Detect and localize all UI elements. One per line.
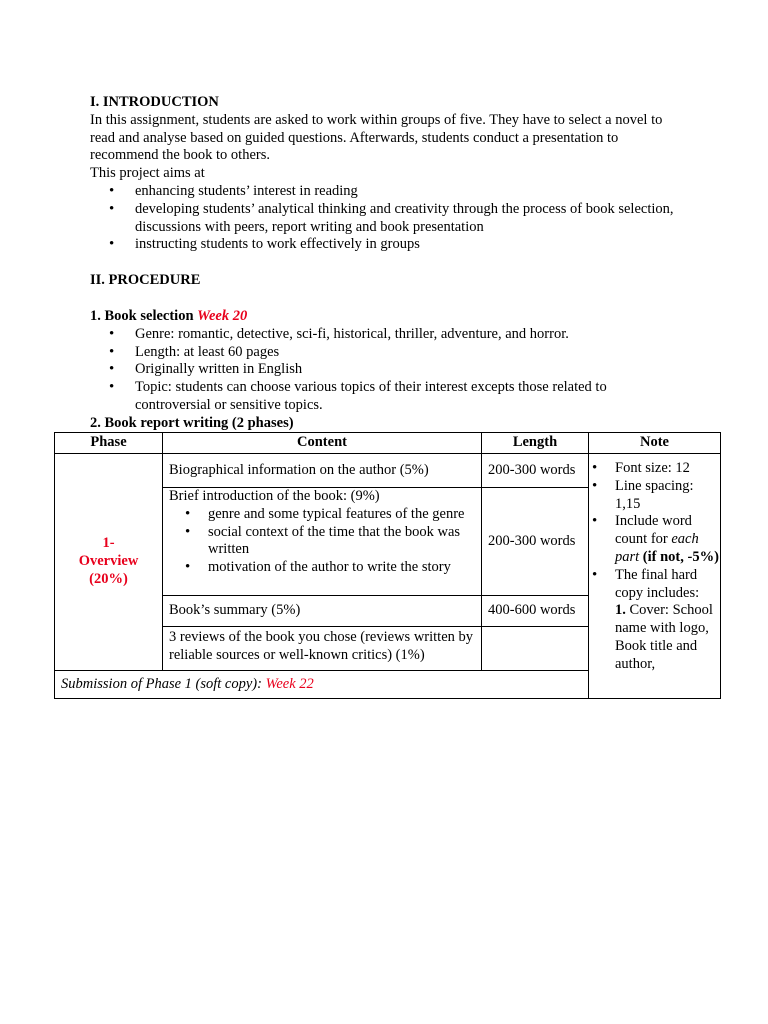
procedure-section	[90, 272, 680, 290]
note-word-count: • Include word count for each part (if not, -5%)	[589, 513, 720, 566]
note-list	[589, 460, 720, 602]
header-content: Content	[163, 433, 482, 454]
content-cell: Biographical information on the author (5%)	[163, 454, 482, 488]
table-row	[55, 454, 721, 488]
list-item: • enhancing students’ interest in reading	[90, 183, 680, 201]
header-length: Length	[482, 433, 589, 454]
book-report-table	[54, 432, 721, 699]
submission-cell: Submission of Phase 1 (soft copy): Week 22	[55, 671, 589, 699]
book-selection-section	[90, 308, 680, 433]
content-cell: 3 reviews of the book you chose (reviews written by reliable sources or well-known critics) (1%)	[163, 627, 482, 671]
introduction-section	[90, 94, 680, 254]
note-font-size: • Font size: 12	[589, 460, 720, 478]
aims-lead: This project aims at	[90, 165, 205, 182]
list-item: • Topic: students can choose various topics of their interest excepts those related to controversial or sensitive topics.	[90, 379, 680, 415]
length-cell: 400-600 words	[482, 596, 589, 627]
list-item: • instructing students to work effectively in groups	[90, 236, 680, 254]
header-note: Note	[589, 433, 721, 454]
list-item: • Originally written in English	[90, 361, 680, 379]
length-cell	[482, 627, 589, 671]
note-cell	[589, 454, 721, 699]
book-selection-week: Week 20	[197, 308, 248, 324]
length-cell: 200-300 words	[482, 488, 589, 596]
intro-sub-list	[163, 506, 481, 577]
content-cell: Book’s summary (5%)	[163, 596, 482, 627]
list-item: • developing students’ analytical thinking and creativity through the process of book selection, discussions with peers, report writing and book presentation	[90, 201, 680, 237]
introduction-heading: I. INTRODUCTION	[90, 94, 219, 110]
table-header-row	[55, 433, 721, 454]
list-item: • genre and some typical features of the genre	[163, 506, 481, 524]
header-phase: Phase	[55, 433, 163, 454]
book-report-title: 2. Book report writing (2 phases)	[90, 414, 294, 431]
list-item: • social context of the time that the book was written	[163, 524, 481, 560]
list-item: • Genre: romantic, detective, sci-fi, historical, thriller, adventure, and horror.	[90, 326, 680, 344]
content-cell: Brief introduction of the book: (9%) • genre and some typical features of the genre • social context of the time that the book was written • motivation of the author to write the story	[163, 488, 482, 596]
note-cover: 1. Cover: School name with logo, Book title and author,	[615, 602, 713, 672]
note-hard-copy: • The final hard copy includes:	[589, 567, 720, 603]
aims-list	[90, 183, 680, 254]
phase-label: 1- Overview (20%)	[78, 535, 139, 587]
list-item: • motivation of the author to write the story	[163, 559, 481, 577]
procedure-heading: II. PROCEDURE	[90, 272, 201, 288]
book-selection-list	[90, 326, 680, 415]
note-line-spacing: • Line spacing: 1,15	[589, 478, 720, 514]
list-item: • Length: at least 60 pages	[90, 344, 680, 362]
book-selection-title: 1. Book selection	[90, 308, 194, 324]
introduction-paragraph: In this assignment, students are asked to work within groups of five. They have to select a novel to read and analyse based on guided questions. Afterwards, students conduct a presentation to recommend the book to others.	[90, 111, 663, 164]
length-cell: 200-300 words	[482, 454, 589, 488]
phase-cell	[55, 454, 163, 671]
